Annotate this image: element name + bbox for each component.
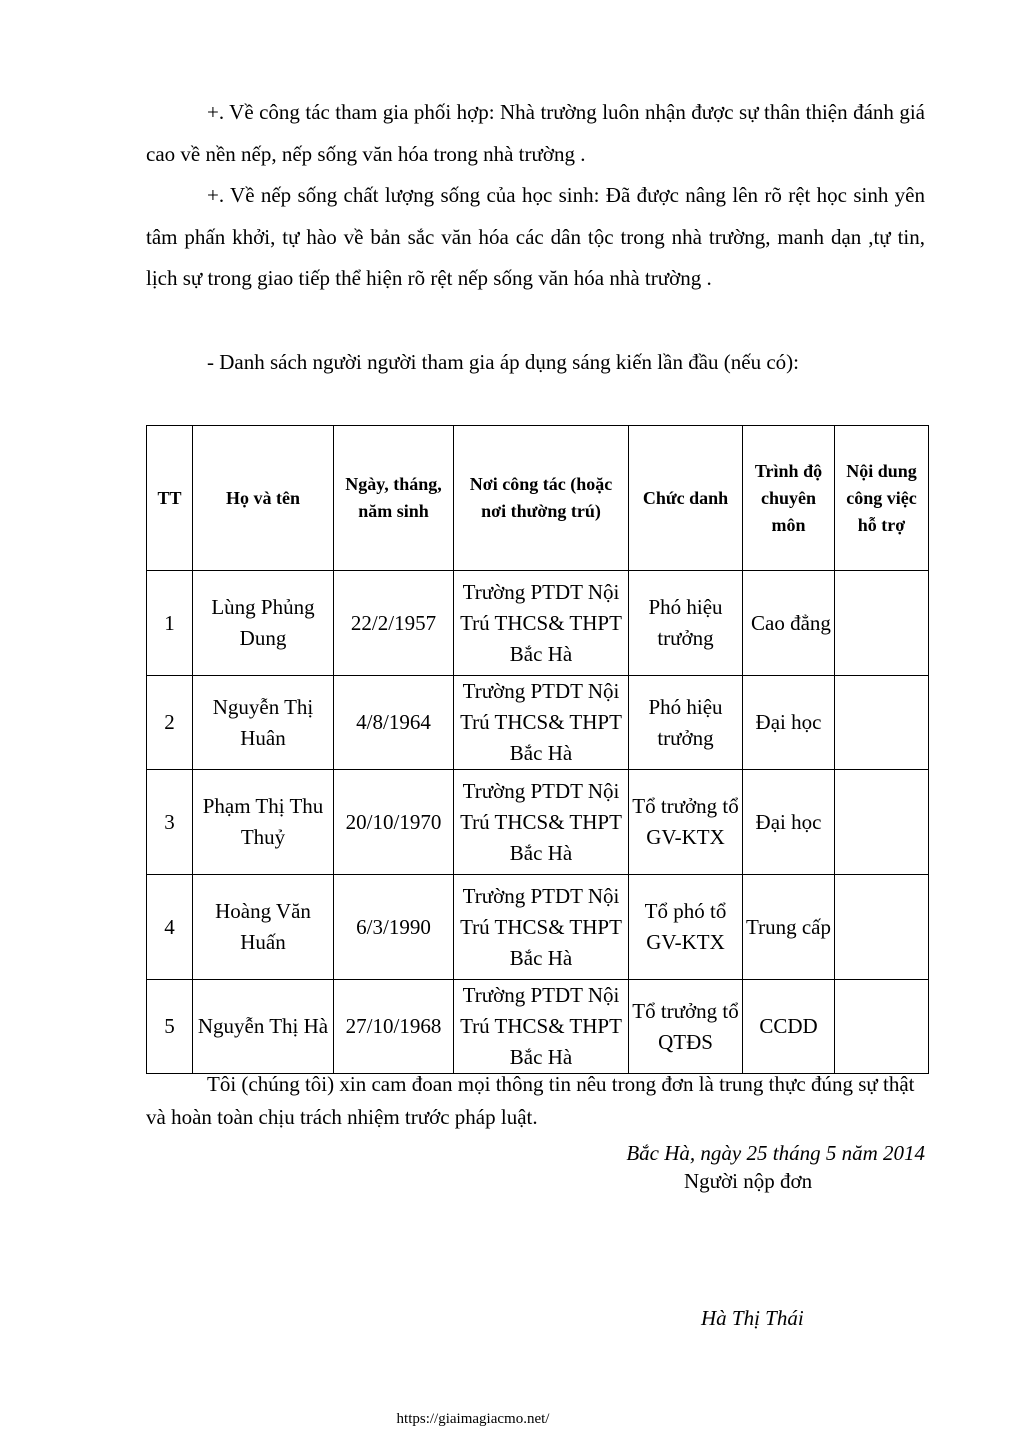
table-row [147,770,929,875]
cell-position: Phó hiệu trưởng [629,571,743,676]
table-row [147,980,929,1074]
cell-full-name: Hoàng Văn Huấn [193,875,334,980]
table-row [147,875,929,980]
cell-index: 2 [147,676,193,770]
header-full-name: Họ và tên [193,426,334,571]
commitment-statement: Tôi (chúng tôi) xin cam đoan mọi thông tin nêu trong đơn là trung thực đúng sự thật và hoàn toàn chịu trách nhiệm trước pháp luật. [146,1072,915,1129]
cell-index: 3 [147,770,193,875]
header-position: Chức danh [629,426,743,571]
table-row [147,571,929,676]
table-header-row [147,426,929,571]
cell-full-name: Nguyễn Thị Hà [193,980,334,1074]
header-support-content: Nội dung công việc hỗ trợ [835,426,929,571]
cell-support-content [835,770,929,875]
footer-url: https://giaimagiacmo.net/ [396,1411,550,1427]
header-qualification: Trình độ chuyên môn [743,426,835,571]
cell-support-content [835,571,929,676]
cell-position: Tổ phó tổ GV-KTX [629,875,743,980]
cell-birth-date: 6/3/1990 [334,875,454,980]
cell-birth-date: 22/2/1957 [334,571,454,676]
cell-support-content [835,980,929,1074]
header-workplace: Nơi công tác (hoặc nơi thường trú) [454,426,629,571]
cell-workplace: Trường PTDT Nội Trú THCS& THPT Bắc Hà [454,571,629,676]
cell-full-name: Phạm Thị Thu Thuỷ [193,770,334,875]
paragraph-participant-list-intro: - Danh sách người người tham gia áp dụng sáng kiến lần đầu (nếu có): [207,350,799,374]
cell-qualification: Đại học [743,770,835,875]
cell-workplace: Trường PTDT Nội Trú THCS& THPT Bắc Hà [454,875,629,980]
cell-position: Tổ trưởng tổ GV-KTX [629,770,743,875]
cell-workplace: Trường PTDT Nội Trú THCS& THPT Bắc Hà [454,980,629,1074]
cell-qualification: CCDD [743,980,835,1074]
cell-workplace: Trường PTDT Nội Trú THCS& THPT Bắc Hà [454,676,629,770]
cell-workplace: Trường PTDT Nội Trú THCS& THPT Bắc Hà [454,770,629,875]
cell-full-name: Nguyễn Thị Huân [193,676,334,770]
signer-role: Người nộp đơn [684,1169,813,1193]
paragraph-student-lifestyle: +. Về nếp sống chất lượng sống của học sinh: Đã được nâng lên rõ rệt học sinh yên tâm phấn khởi, tự hào về bản sắc văn hóa các dân tộc trong nhà trường, manh dạn ,tự tin, lịch sự trong giao tiếp thể hiện rõ rệt nếp sống văn hóa nhà trường . [146,183,925,290]
cell-position: Tổ trưởng tổ QTĐS [629,980,743,1074]
cell-birth-date: 27/10/1968 [334,980,454,1074]
cell-support-content [835,875,929,980]
cell-index: 1 [147,571,193,676]
header-birth-date: Ngày, tháng, năm sinh [334,426,454,571]
cell-support-content [835,676,929,770]
cell-index: 4 [147,875,193,980]
cell-qualification: Trung cấp [743,875,835,980]
cell-birth-date: 20/10/1970 [334,770,454,875]
signer-name: Hà Thị Thái [701,1306,804,1330]
participants-table [146,425,929,1074]
cell-qualification: Cao đẳng [743,571,835,676]
paragraph-cooperation: +. Về công tác tham gia phối hợp: Nhà trường luôn nhận được sự thân thiện đánh giá cao về nền nếp, nếp sống văn hóa trong nhà trường . [146,100,925,166]
cell-birth-date: 4/8/1964 [334,676,454,770]
cell-full-name: Lùng Phủng Dung [193,571,334,676]
cell-index: 5 [147,980,193,1074]
cell-qualification: Đại học [743,676,835,770]
cell-position: Phó hiệu trưởng [629,676,743,770]
place-and-date: Bắc Hà, ngày 25 tháng 5 năm 2014 [626,1141,925,1165]
header-index: TT [147,426,193,571]
table-row [147,676,929,770]
